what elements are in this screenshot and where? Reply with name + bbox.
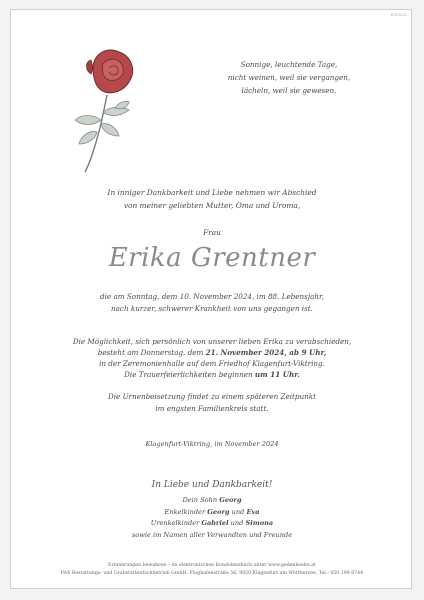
death-notice: die am Sonntag, dem 10. November 2024, im 88. Lebensjahr, nach kurzer, schwerer Krankheit von uns gegangen ist. xyxy=(100,292,324,313)
closing-line: In Liebe und Dankbarkeit! xyxy=(151,480,273,490)
obituary-card xyxy=(10,9,412,589)
family-list: Dein Sohn Georg Enkelkinder Georg und Eva Urenkelkinder Gabriel und Simona sowie im Namen aller Verwandten und Freunde xyxy=(131,496,293,539)
urn-burial-info: Die Urnenbeisetzung findet zu einem späteren Zeitpunkt im engsten Familienkreis statt. xyxy=(107,392,317,413)
poem-text: Sonnige, leuchtende Tage, nicht weinen, weil sie vergangen, lächeln, weil sie gewesen. xyxy=(227,60,351,95)
deceased-name: Erika Grentner xyxy=(108,243,316,273)
title-prefix: Frau xyxy=(203,228,221,237)
farewell-info: Die Möglichkeit, sich persönlich von unserer lieben Erika zu verabschieden, besteht am Donnerstag, dem 21. November 2024, ab 9 Uhr, in der Zeremonienhalle auf dem Friedhof Klagenfurt-Viktring. Die Trauerfeierlichkeiten beginnen um 11 Uhr. xyxy=(72,337,352,379)
corner-code: E0F3602 xyxy=(390,13,407,17)
intro-text: In inniger Dankbarkeit und Liebe nehmen wir Abschied von meiner geliebten Mutter, Oma und Uroma, xyxy=(107,188,317,210)
footer: Erinnerungen bewahren – im elektronischen Kondolenzbuch unter www.gedenkseite.at PAX Bestattungs- und Grabstättenfachbetrieb GmbH, Flughafenstraße 56, 9020 Klagenfurt am Wörthersee, Tel.: 050 199 6744 xyxy=(60,563,364,576)
place-date: Klagenfurt-Viktring, im November 2024 xyxy=(145,440,279,448)
rose-icon xyxy=(63,40,153,175)
